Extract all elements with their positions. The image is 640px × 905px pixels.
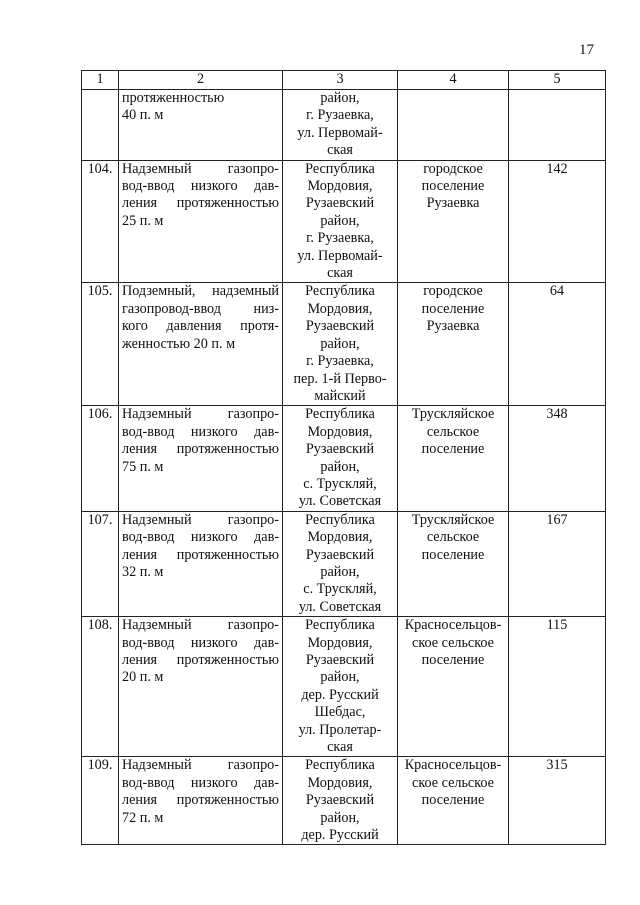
row-number: 105. (82, 283, 119, 406)
settlement-name (398, 90, 509, 161)
table-row (82, 160, 606, 283)
table-row (82, 757, 606, 845)
settlement-name-line: Рузаевка (426, 318, 480, 335)
object-address-line: дер. Русский (301, 827, 379, 844)
object-name-line: 32 п. м (122, 563, 164, 580)
table-body (82, 71, 606, 845)
object-name-line: Надземный газопро- (122, 406, 279, 423)
object-name (119, 617, 283, 757)
object-name (119, 511, 283, 616)
settlement-name-line: Красносельцов- (404, 617, 502, 634)
row-value: 115 (509, 617, 606, 757)
object-address-line: ул. Первомай- (297, 247, 383, 264)
settlement-name-line: поселение (421, 178, 485, 195)
row-number: 107. (82, 511, 119, 616)
page-number: 17 (579, 42, 594, 58)
settlement-name-line: ское сельское (412, 774, 494, 791)
row-number: 106. (82, 406, 119, 511)
object-name-line: 72 п. м (122, 809, 164, 826)
settlement-name-line: Трускляйское (411, 406, 495, 423)
object-name (119, 90, 283, 161)
object-address-line: Рузаевский (305, 318, 375, 335)
row-value: 315 (509, 757, 606, 845)
column-header-3: 3 (283, 71, 398, 90)
object-name-line: вод-ввод низкого дав- (122, 529, 279, 546)
object-address-line: Мордовия, (307, 423, 373, 440)
object-address-line: г. Рузаевка, (306, 230, 374, 247)
settlement-name-line: поселение (421, 441, 485, 458)
object-address-line: Республика (305, 406, 375, 423)
object-address-line: район, (320, 809, 360, 826)
object-name-line: Надземный газопро- (122, 617, 279, 634)
object-address-line: район, (320, 563, 360, 580)
column-header-5: 5 (509, 71, 606, 90)
object-address-line: ул. Первомай- (297, 124, 383, 141)
object-address-line: с. Трускляй, (303, 581, 377, 598)
object-name-line: 75 п. м (122, 458, 164, 475)
settlement-name-line: поселение (421, 652, 485, 668)
object-address-line: Мордовия, (307, 774, 373, 791)
column-header-4: 4 (398, 71, 509, 90)
object-name (119, 406, 283, 511)
settlement-name (398, 283, 509, 406)
object-name-line: ления протяженностью (122, 546, 279, 563)
object-address (283, 617, 398, 757)
object-address-line: ская (327, 739, 353, 756)
object-address-line: Мордовия, (307, 300, 373, 317)
object-name-line: вод-ввод низкого дав- (122, 423, 279, 440)
table-row (82, 90, 606, 161)
row-value: 142 (509, 160, 606, 283)
object-name-line: газопровод-ввод низ- (122, 300, 279, 317)
row-number: 104. (82, 160, 119, 283)
settlement-name-line: Красносельцов- (404, 757, 502, 774)
settlement-name (398, 406, 509, 511)
object-name-line: Надземный газопро- (122, 757, 279, 774)
table-row (82, 617, 606, 757)
object-address-line: район, (320, 669, 360, 686)
object-name (119, 283, 283, 406)
object-name-line: ления протяженностью (122, 441, 279, 458)
row-value: 167 (509, 511, 606, 616)
object-name-line: ления протяженностью (122, 652, 279, 668)
table-row (82, 511, 606, 616)
object-address-line: ская (327, 142, 353, 159)
row-value: 348 (509, 406, 606, 511)
object-address-line: пер. 1-й Перво- (293, 370, 387, 387)
object-address-line: Республика (305, 160, 375, 177)
object-address-line: Шебдас, (314, 704, 366, 721)
object-name-line: вод-ввод низкого дав- (122, 634, 279, 651)
table-header-row (82, 71, 606, 90)
object-address-line: Республика (305, 283, 375, 300)
settlement-name (398, 511, 509, 616)
object-address-line: Рузаевский (305, 792, 375, 809)
object-address (283, 406, 398, 511)
object-name-line: ления протяженностью (122, 195, 279, 212)
object-name-line: женностью 20 п. м (122, 335, 236, 352)
object-address-line: Рузаевский (305, 546, 375, 563)
object-name-line: кого давления протя- (122, 318, 279, 335)
object-name-line: вод-ввод низкого дав- (122, 774, 279, 791)
settlement-name (398, 617, 509, 757)
object-address-line: ул. Пролетар- (298, 721, 382, 738)
row-number: 109. (82, 757, 119, 845)
object-address-line: майский (314, 387, 366, 404)
object-name-line: 25 п. м (122, 212, 164, 229)
object-address-line: Республика (305, 617, 375, 634)
object-name-line: ления протяженностью (122, 792, 279, 809)
object-address-line: Мордовия, (307, 529, 373, 546)
settlement-name (398, 160, 509, 283)
object-address-line: Республика (305, 511, 375, 528)
object-name-line: Подземный, надземный (122, 283, 279, 300)
column-header-1: 1 (82, 71, 119, 90)
registry-table (81, 70, 606, 845)
object-name (119, 160, 283, 283)
settlement-name-line: ское сельское (412, 634, 494, 651)
object-address-line: Рузаевский (305, 441, 375, 458)
object-name-line: 40 п. м (122, 107, 164, 124)
object-address-line: Республика (305, 757, 375, 774)
object-address-line: дер. Русский (301, 686, 379, 703)
row-number (82, 90, 119, 161)
object-address (283, 90, 398, 161)
object-address-line: район, (320, 212, 360, 229)
settlement-name-line: сельское (426, 423, 480, 440)
settlement-name-line: поселение (421, 300, 485, 317)
settlement-name-line: городское (423, 283, 483, 300)
object-address-line: Рузаевский (305, 652, 375, 668)
object-name-line: Надземный газопро- (122, 160, 279, 177)
row-number: 108. (82, 617, 119, 757)
object-name-line: 20 п. м (122, 669, 164, 686)
settlement-name-line: Рузаевка (426, 195, 480, 212)
object-address-line: район, (320, 335, 360, 352)
object-name-line: протяженностью (122, 90, 225, 106)
object-address-line: г. Рузаевка, (306, 107, 374, 124)
settlement-name (398, 757, 509, 845)
table-row (82, 406, 606, 511)
object-address-line: район, (320, 90, 360, 106)
settlement-name-line: поселение (421, 792, 485, 809)
object-address (283, 511, 398, 616)
object-address-line: Мордовия, (307, 634, 373, 651)
object-address-line: Мордовия, (307, 178, 373, 195)
object-name-line: вод-ввод низкого дав- (122, 178, 279, 195)
object-address-line: г. Рузаевка, (306, 353, 374, 370)
settlement-name-line: поселение (421, 546, 485, 563)
settlement-name-line: Трускляйское (411, 511, 495, 528)
row-value (509, 90, 606, 161)
object-address-line: ская (327, 265, 353, 282)
row-value: 64 (509, 283, 606, 406)
column-header-2: 2 (119, 71, 283, 90)
object-address-line: Рузаевский (305, 195, 375, 212)
object-address-line: ул. Советская (298, 493, 382, 510)
object-address-line: с. Трускляй, (303, 475, 377, 492)
settlement-name-line: городское (423, 160, 483, 177)
object-address (283, 283, 398, 406)
table-row (82, 283, 606, 406)
object-address-line: ул. Советская (298, 598, 382, 615)
object-address (283, 757, 398, 845)
object-name (119, 757, 283, 845)
object-name-line: Надземный газопро- (122, 511, 279, 528)
object-address (283, 160, 398, 283)
settlement-name-line: сельское (426, 529, 480, 546)
object-address-line: район, (320, 458, 360, 475)
